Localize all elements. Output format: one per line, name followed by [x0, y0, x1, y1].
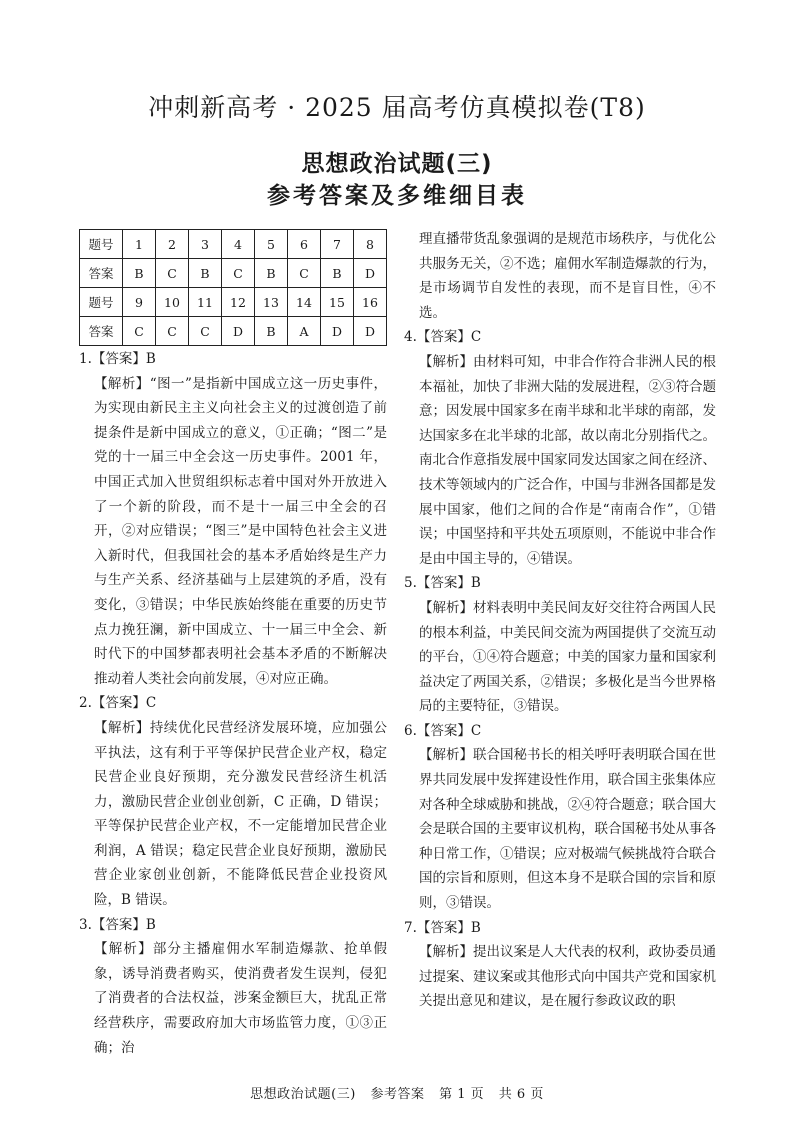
answer-table-cell: C	[123, 317, 156, 346]
answer-table-cell: B	[255, 317, 288, 346]
answer-table-row-header: 题号	[80, 230, 123, 259]
answer-table-cell: 15	[321, 288, 354, 317]
answer-table-cell: C	[156, 317, 189, 346]
answer-table-row	[80, 288, 387, 317]
footer-subject: 思想政治试题(三)	[250, 1087, 356, 1102]
answer-table-cell: 1	[123, 230, 156, 259]
question-3	[79, 913, 387, 1061]
analysis-text: 【解析】由材料可知，中非合作符合非洲人民的根本福祉，加快了非洲大陆的发展进程，②③符合题意；因发展中国家多在南半球和北半球的南部，发达国家多在北半球的北部，故以南北分别指代之。南北合作意指发展中国家同发达国家之间在经济、技术等领域内的广泛合作，中国与非洲各国都是发展中国家，他们之间的合作是“南南合作”，①错误；中国坚持和平共处五项原则，不能说中非合作是由中国主导的，④错误。	[419, 353, 716, 567]
answer-table-row	[80, 317, 387, 346]
answer-heading: 5.【答案】B	[404, 575, 481, 592]
analysis-text: 【解析】材料表明中美民间友好交往符合两国人民的根本利益，中美民间交流为两国提供了交流互动的平台，①④符合题意；中美的国家力量和国家利益决定了两国关系，②错误；多极化是当今世界格局的主要特征，③错误。	[419, 599, 716, 715]
analysis-text: 【解析】联合国秘书长的相关呼吁表明联合国在世界共同发展中发挥建设性作用，联合国主张集体应对各种全球威胁和挑战，②④符合题意；联合国大会是联合国的主要审议机构，联合国秘书处从事各种日常工作，①错误；应对极端气候挑战符合联合国的宗旨和原则，但这本身不是联合国的宗旨和原则，③错误。	[419, 747, 716, 912]
answer-table-cell: 7	[321, 230, 354, 259]
answer-table-cell: C	[222, 259, 255, 288]
answer-heading: 1.【答案】B	[79, 351, 156, 367]
answer-table-cell: B	[123, 259, 156, 288]
exam-series-title: 冲刺新高考 · 2025 届高考仿真模拟卷(T8)	[148, 93, 646, 122]
answer-heading: 2.【答案】C	[79, 695, 157, 712]
footer-total-pages: 共 6 页	[498, 1087, 544, 1102]
analysis-text: 【解析】部分主播雇佣水军制造爆款、抢单假象，诱导消费者购买，使消费者发生误判，侵犯了消费者的合法权益，涉案金额巨大，扰乱正常经营秩序，需要政府加大市场监管力度，①③正确；治	[94, 941, 387, 1056]
answer-table-cell: B	[321, 259, 354, 288]
answer-table-cell: 2	[156, 230, 189, 259]
answer-table-cell: 3	[189, 230, 222, 259]
page-footer	[0, 1083, 794, 1102]
answer-table-row-header: 答案	[80, 317, 123, 346]
answer-heading: 6.【答案】C	[404, 722, 482, 739]
question-7	[404, 916, 716, 1014]
answer-table-cell: 14	[288, 288, 321, 317]
footer-doc-type: 参考答案	[370, 1087, 425, 1102]
answer-table-cell: 16	[354, 288, 387, 317]
answer-table-cell: C	[288, 259, 321, 288]
answer-heading: 7.【答案】B	[404, 919, 481, 936]
answer-table-cell: 10	[156, 288, 189, 317]
answer-table-cell: B	[255, 259, 288, 288]
question-6	[404, 719, 716, 916]
question-3-continued	[404, 227, 716, 325]
answer-table-cell: D	[321, 317, 354, 346]
right-column	[404, 227, 716, 1014]
analysis-text: 【解析】“图一”是指新中国成立这一历史事件，为实现由新民主主义向社会主义的过渡创造了前提条件是新中国成立的意义，①正确；“图二”是党的十一届三中全会这一历史事件。2001 年，中国正式加入世贸组织标志着中国对外开放进入了一个新的阶段，而不是十一届三中全会的召开，②对应错误；“图三”是中国特色社会主义进入新时代，但我国社会的基本矛盾始终是生产力与生产关系、经济基础与上层建筑的矛盾，没有变化，③错误；中华民族始终能在重要的历史节点力挽狂澜，新中国成立、十一届三中全会、新时代下的中国梦都表明社会基本矛盾的不断解决推动着人类社会向前发展，④对应正确。	[94, 375, 387, 687]
exam-subject-title: 思想政治试题(三)	[301, 151, 493, 177]
analysis-text: 【解析】持续优化民营经济发展环境，应加强公平执法，这有利于平等保护民营企业产权，稳定民营企业良好预期，充分激发民营经济生机活力，激励民营企业创业创新，C 正确，D 错误；平等保护民营企业产权，不一定能增加民营企业利润，A 错误；稳定民营企业良好预期，激励民营企业家创业创新，不能降低民营企业投资风险，B 错误。	[94, 719, 387, 909]
answer-table-cell: 13	[255, 288, 288, 317]
question-1	[79, 347, 387, 691]
answer-table-cell: D	[354, 317, 387, 346]
answer-table-cell: A	[288, 317, 321, 346]
question-2	[79, 691, 387, 912]
answer-table-cell: 11	[189, 288, 222, 317]
answer-table-cell: C	[156, 259, 189, 288]
answer-table-cell: D	[354, 259, 387, 288]
answer-heading: 3.【答案】B	[79, 916, 156, 933]
answer-table-cell: 4	[222, 230, 255, 259]
analysis-text: 【解析】提出议案是人大代表的权利，政协委员通过提案、建议案或其他形式向中国共产党和国家机关提出意见和建议，是在履行参政议政的职	[419, 944, 716, 1010]
left-column	[79, 347, 387, 1060]
answer-table-cell: B	[189, 259, 222, 288]
answer-table-cell: 12	[222, 288, 255, 317]
question-5	[404, 571, 716, 719]
answer-table-cell: D	[222, 317, 255, 346]
answer-table-cell: C	[189, 317, 222, 346]
footer-page-number: 第 1 页	[439, 1087, 485, 1102]
answer-table-cell: 6	[288, 230, 321, 259]
answer-table-cell: 5	[255, 230, 288, 259]
answer-table-row-header: 答案	[80, 259, 123, 288]
answer-table-row-header: 题号	[80, 288, 123, 317]
answer-table	[79, 229, 387, 346]
answer-table-row	[80, 259, 387, 288]
answer-heading: 4.【答案】C	[404, 329, 482, 346]
answer-table-cell: 9	[123, 288, 156, 317]
answer-table-cell: 8	[354, 230, 387, 259]
analysis-text: 理直播带货乱象强调的是规范市场秩序，与优化公共服务无关，②不选；雇佣水军制造爆款的行为，是市场调节自发性的表现，而不是盲目性，④不选。	[419, 231, 716, 321]
answer-key-title: 参考答案及多维细目表	[267, 183, 527, 209]
question-4	[404, 325, 716, 571]
answer-table-row	[80, 230, 387, 259]
